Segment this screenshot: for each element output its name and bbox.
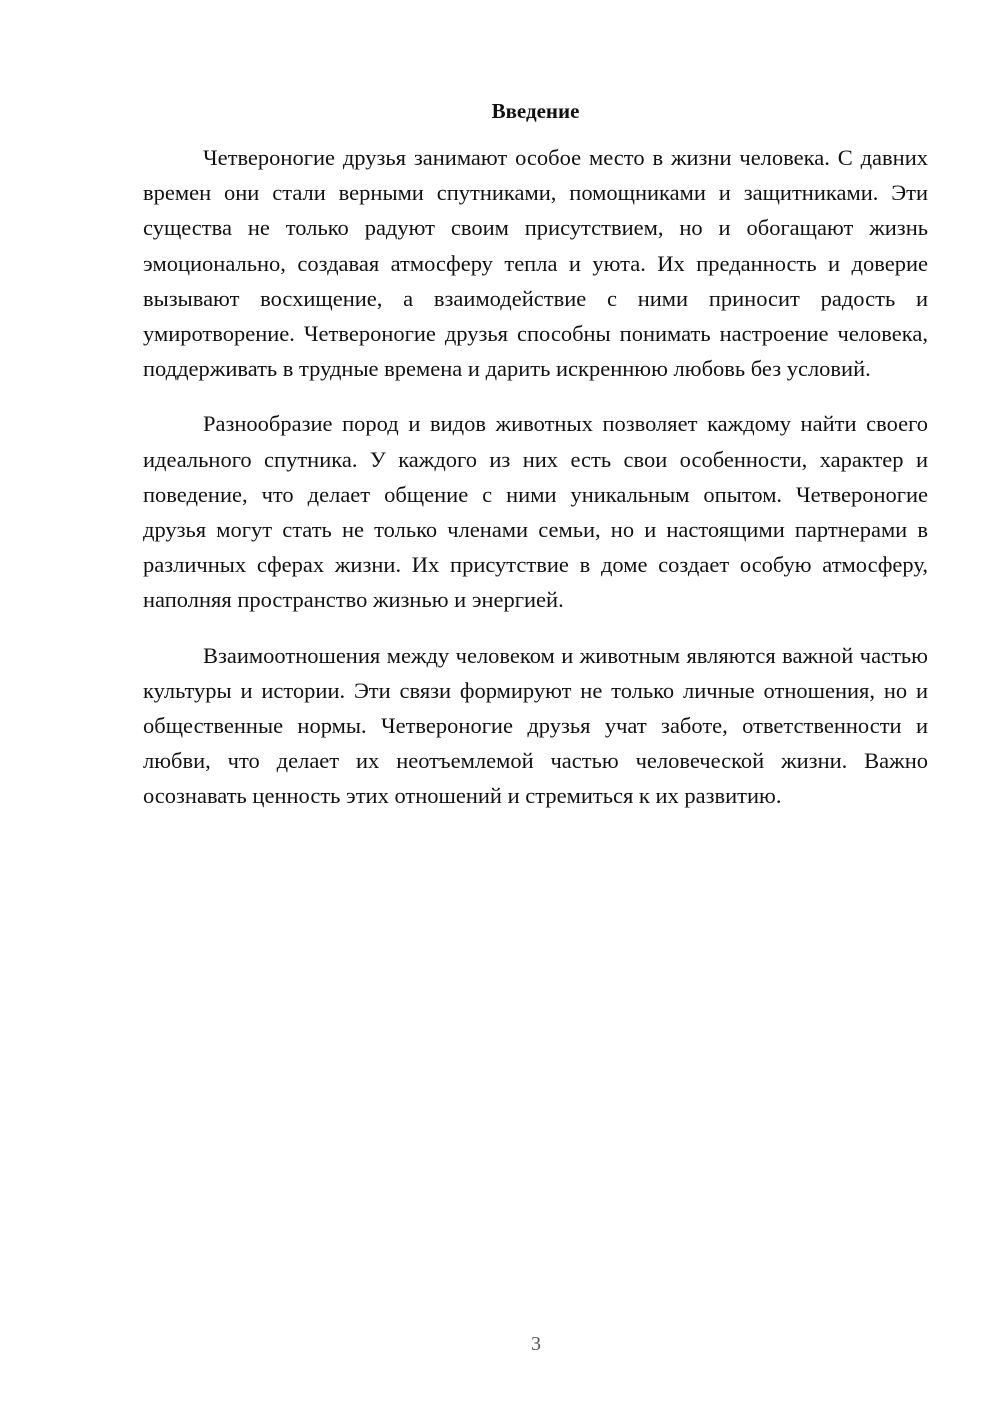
paragraph-1: Четвероногие друзья занимают особое место в жизни человека. С давних времен они стали верными спутниками, помощниками и защитниками. Эти существа не только радуют своим присутствием, но и обогащают жизнь эмоционально, создавая атмосферу тепла и уюта. Их преданность и доверие вызывают восхищение, а взаимодействие с ними приносит радость и умиротворение. Четвероногие друзья способны понимать настроение человека, поддерживать в трудные времена и дарить искреннюю любовь без условий.	[143, 145, 928, 382]
paragraph-3: Взаимоотношения между человеком и животным являются важной частью культуры и истории. Эти связи формируют не только личные отношения, но и общественные нормы. Четвероногие друзья учат заботе, ответственности и любви, что делает их неотъемлемой частью человеческой жизни. Важно осознавать ценность этих отношений и стремиться к их развитию.	[143, 642, 928, 809]
section-title: Введение	[491, 99, 580, 123]
document-page	[143, 96, 928, 834]
paragraph-2: Разнообразие пород и видов животных позволяет каждому найти своего идеального спутника. У каждого из них есть свои особенности, характер и поведение, что делает общение с ними уникальным опытом. Четвероногие друзья могут стать не только членами семьи, но и настоящими партнерами в различных сферах жизни. Их присутствие в доме создает особую атмосферу, наполняя пространство жизнью и энергией.	[143, 411, 928, 613]
page-number: 3	[531, 1333, 541, 1355]
